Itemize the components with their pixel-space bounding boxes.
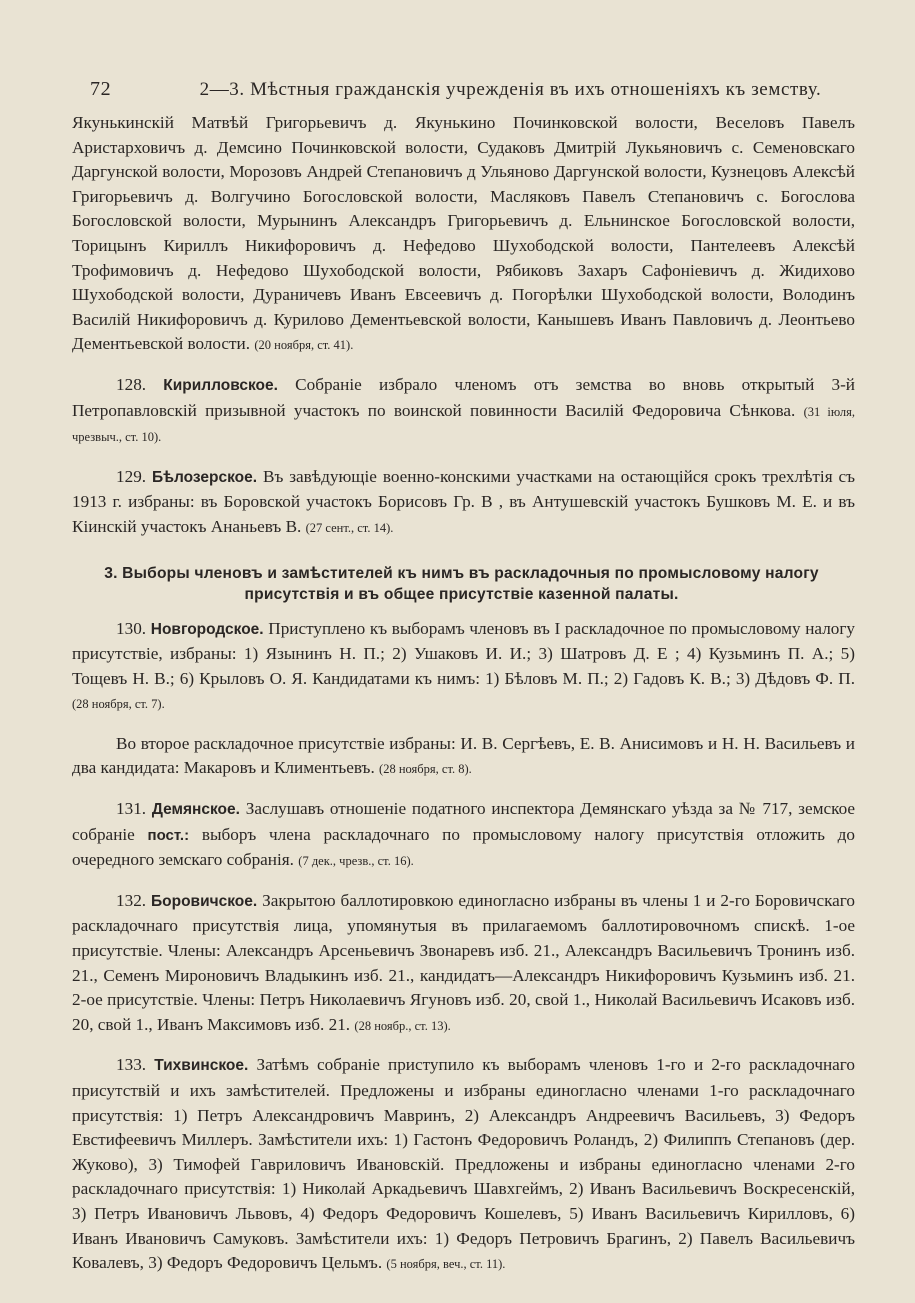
entry-text: Закрытою баллотировкою единогласно избраны въ члены 1 и 2-го Боровичскаго раскладочнаго присутствія лица, упомянутыя въ прилагаемомъ баллотировочномъ спискѣ. 1-ое присутствіе. Члены: Александръ Арсеньевичъ Звонаревъ изб. 21., Александръ Васильевичъ Тронинъ изб. 21., Семенъ Мироновичъ Владыкинъ изб. 21., кандидатъ—Александръ Никифоровичъ Кузьминъ изб. 21. 2-ое присутствіе. Члены: Петръ Николаевичъ Ягуновъ изб. 20, свой 1., Николай Васильевичъ Исаковъ изб. 20, свой 1., Иванъ Максимовъ изб. 21. [72,890,856,1034]
entry-text: Въ завѣдующіе военно-конскими участками на остающійся срокъ трехлѣтія съ 1913 г. избраны: въ Боровской участокъ Борисовъ Гр. В , въ Антушевскій участокъ Бушковъ М. Е. и въ Кіинскій участокъ Ананьевъ В. [72,466,856,536]
entry-ref: (5 ноября, веч., ст. 11). [386,1257,506,1272]
entry-number: 133. [116,1055,147,1075]
entry-text: Собраніе избрало членомъ отъ земства во вновь открытый 3-й Петропавловскій призывной участокъ по воинской повинности Василій Федоровича Сѣнкова. [72,374,856,420]
continuation-ref: (20 ноября, ст. 41). [254,338,354,353]
entry-number: 130. [116,618,147,638]
section-heading: 3. Выборы членовъ и замѣстителей къ нимъ въ раскладочныя по промысловому налогу присутствія и въ общее присутствіе казенной палаты. [104,564,819,603]
entry-district: Кирилловское. [163,376,278,394]
entry-129 [72,465,855,541]
entry-132 [72,889,855,1039]
entry-number: 132. [116,890,147,910]
entry-text: Приступлено къ выборамъ членовъ въ I раскладочное по промысловому налогу присутствіе, избраны: 1) Язынинъ Н. П.; 2) Ушаковъ И. И.; 3) Шатровъ Д. Е ; 4) Кузьминъ П. А.; 5) Тощевъ Н. В.; 6) Крыловъ О. Я. Кандидатами къ нимъ: 1) Бѣловъ М. П.; 2) Гадовъ К. В.; 3) Дѣдовъ Ф. П. [72,618,856,688]
entry-ref: (31 іюля, чрезвыч., ст. 10). [72,404,856,445]
continuation-paragraph [72,111,855,358]
entry-district: Демянское. [151,801,240,819]
entry-ref: (28 ноября, ст. 8). [379,762,472,777]
entry-130 [72,617,855,717]
entry-ref: (28 ноября, ст. 7). [72,697,165,712]
entry-text: Во второе раскладочное присутствіе избраны: И. В. Сергѣевъ, Е. В. Анисимовъ и Н. Н. Васильевъ и два кандидата: Макаровъ и Климентьевъ. [72,733,855,778]
entry-number: 131. [116,799,147,819]
entry-133 [72,1053,855,1276]
entry-text: Заслушавъ отношеніе податного инспектора Демянскаго уѣзда за № 717, земское собраніе [72,799,856,844]
entry-ref: (7 дек., чрезв., ст. 16). [298,854,414,869]
entry-district: Тихвинское. [154,1057,249,1075]
entry-131 [72,797,855,874]
entry-ref: (27 сент., ст. 14). [305,520,394,535]
running-title: 2—3. Мѣстныя гражданскія учрежденія въ ихъ отношеніяхъ къ земству. [199,79,822,100]
continuation-text: Якунькинскій Матвѣй Григорьевичъ д. Якунькино Починковской волости, Веселовъ Павелъ Аристарховичъ д. Демсино Починковской волости, Судаковъ Дмитрій Лукьяновичъ с. Семеновскаго Даргунской волости, Морозовъ Андрей Степановичъ д Ульяново Даргунской волости, Кузнецовъ Алексѣй Григорьевичъ д. Волгучино Богословской волости, Масляковъ Павелъ Степановичъ с. Богослова Богословской волости, Мурынинъ Александръ Григорьевичъ д. Ельнинское Богословской волости, Торицынъ Кириллъ Никифоровичъ д. Нефедово Шухободской волости, Пантелеевъ Алексѣй Трофимовичъ д. Нефедово Шухободской волости, Рябиковъ Захаръ Сафоніевичъ д. Жидихово Шухободской волости, Дураничевъ Иванъ Евсеевичъ д. Погорѣлки Шухободской волости, Володинъ Василій Никифоровичъ д. Курилово Дементьевской волости, Канышевъ Иванъ Павловичъ д. Леонтьево Дементьевской волости. [72,113,855,354]
entry-number: 129. [116,466,147,486]
resolution-word: пост.: [147,826,190,844]
entry-district: Новгородское. [150,620,264,638]
entry-130-continuation [72,732,855,782]
entry-text: Затѣмъ собраніе приступило къ выборамъ членовъ 1-го и 2-го раскладочнаго присутствій и ихъ замѣстителей. Предложены и избраны единогласно членами 1-го раскладочнаго присутствія: 1) Петръ Александровичъ Мавринъ, 2) Александръ Андреевичъ Васильевъ, 3) Федоръ Евстифеевичъ Миллеръ. Замѣстители ихъ: 1) Гастонъ Федоровичъ Роландъ, 2) Филиппъ Степановъ (дер. Жуково), 3) Тимофей Гавриловичъ Ивановскій. Предложены и избраны единогласно членами 2-го раскладочнаго присутствія: 1) Николай Аркадьевичъ Шавхгеймъ, 2) Иванъ Васильевичъ Воскресенскій, 3) Петръ Ивановичъ Львовъ, 4) Федоръ Федоровичъ Кошелевъ, 5) Иванъ Васильевичъ Кирилловъ, 6) Иванъ Ивановичъ Самуковъ. Замѣстители ихъ: 1) Федоръ Петровичъ Брагинъ, 2) Павелъ Васильевичъ Ковалевъ, 3) Федоръ Федоровичъ Цельмъ. [72,1055,856,1273]
entry-district: Бѣлозерское. [151,468,258,486]
entry-district: Боровичское. [151,892,258,910]
page-number: 72 [90,78,112,100]
entry-number: 128. [116,374,147,394]
entry-128 [72,373,855,450]
page-header [72,78,855,101]
entry-ref: (28 ноябр., ст. 13). [354,1018,451,1033]
entry-text: выборъ члена раскладочнаго по промысловому налогу присутствія отложить до очередного земскаго собранія. [72,824,856,870]
